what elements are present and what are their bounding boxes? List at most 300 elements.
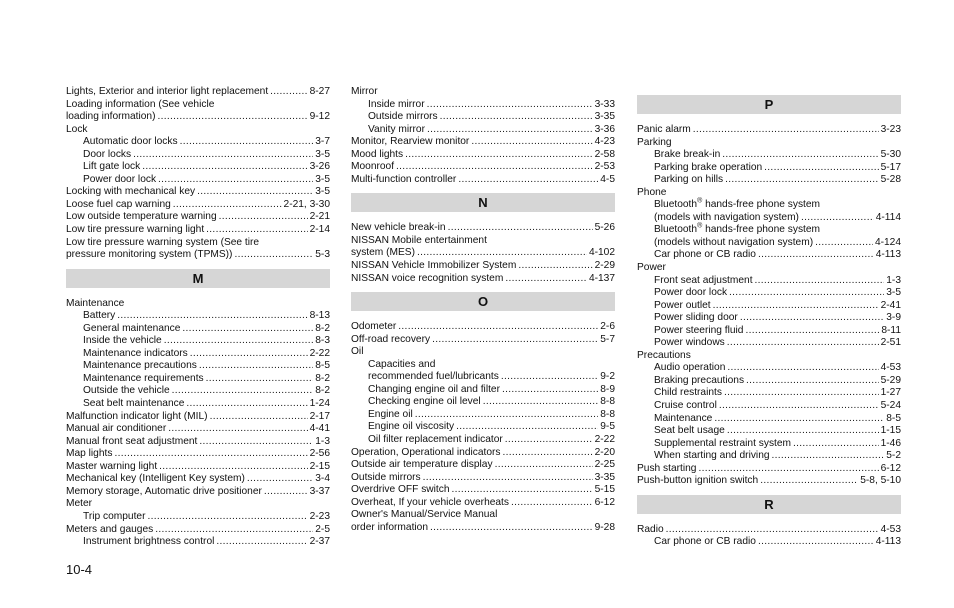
dot-leader xyxy=(398,321,598,334)
dot-leader xyxy=(714,413,884,426)
entry-text: Power sliding door xyxy=(654,312,738,324)
dot-leader xyxy=(740,312,884,325)
entry-text: loading information) xyxy=(66,111,156,123)
entry-text: Vanity mirror xyxy=(368,123,425,135)
entry-page-ref: 5-8, 5-10 xyxy=(860,475,901,487)
dot-leader xyxy=(190,348,308,361)
dot-leader xyxy=(158,174,313,187)
dot-leader xyxy=(448,222,593,235)
entry-page-ref: 9-28 xyxy=(594,521,615,533)
dot-leader xyxy=(142,161,307,174)
index-entry xyxy=(66,323,330,336)
index-entry xyxy=(637,287,901,300)
index-heading: Power xyxy=(637,262,666,274)
index-entry xyxy=(351,111,615,124)
entry-text: Power outlet xyxy=(654,299,711,311)
index-entry xyxy=(351,99,615,112)
entry-page-ref: 2-6 xyxy=(600,321,615,333)
entry-text: Outside air temperature display xyxy=(351,459,493,471)
index-entry xyxy=(637,387,901,400)
index-entry xyxy=(66,249,330,262)
dot-leader xyxy=(270,86,307,99)
index-heading: Lock xyxy=(66,123,88,135)
index-entry xyxy=(66,511,330,524)
index-entry xyxy=(351,409,615,422)
index-entry xyxy=(637,149,901,162)
entry-text: Manual front seat adjustment xyxy=(66,435,198,447)
entry-page-ref: 1-15 xyxy=(880,425,901,437)
dot-leader xyxy=(501,371,598,384)
dot-leader xyxy=(133,149,313,162)
dot-leader xyxy=(206,373,314,386)
index-entry xyxy=(637,375,901,388)
entry-text: Maintenance indicators xyxy=(83,347,188,359)
dot-leader xyxy=(729,287,884,300)
index-entry xyxy=(66,149,330,162)
dot-leader xyxy=(793,438,879,451)
dot-leader xyxy=(197,186,313,199)
index-entry xyxy=(351,434,615,447)
entry-page-ref: 4-114 xyxy=(875,211,901,223)
entry-text: Mood lights xyxy=(351,148,404,160)
dot-leader xyxy=(415,409,599,422)
entry-page-ref: 9-5 xyxy=(600,421,615,433)
index-entry xyxy=(66,373,330,386)
entry-text: When starting and driving xyxy=(654,450,770,462)
entry-text: Mechanical key (Intelligent Key system) xyxy=(66,473,245,485)
entry-text: Monitor, Rearview monitor xyxy=(351,136,470,148)
dot-leader xyxy=(518,260,592,273)
entry-page-ref: 4-41 xyxy=(309,423,330,435)
entry-text: Trip computer xyxy=(83,510,146,522)
index-heading: Oil xyxy=(351,346,364,358)
index-entry xyxy=(637,524,901,537)
index-entry xyxy=(66,411,330,424)
dot-leader xyxy=(427,99,593,112)
entry-text: Power door lock xyxy=(83,173,157,185)
entry-page-ref: 6-12 xyxy=(594,496,615,508)
entry-page-ref: 3-37 xyxy=(309,485,330,497)
dot-leader xyxy=(440,111,593,124)
entry-text: Power door lock xyxy=(654,287,728,299)
entry-page-ref: 5-29 xyxy=(880,374,901,386)
dot-leader xyxy=(746,375,879,388)
entry-text: Master warning light xyxy=(66,460,158,472)
index-entry xyxy=(66,111,330,124)
entry-text: Changing engine oil and filter xyxy=(368,383,500,395)
entry-text: (models with navigation system) xyxy=(654,211,799,223)
entry-text: New vehicle break-in xyxy=(351,222,446,234)
index-heading: Low tire pressure warning system (See tire xyxy=(66,236,260,248)
index-entry xyxy=(637,124,901,137)
entry-text: Outside the vehicle xyxy=(83,385,170,397)
entry-page-ref: 2-23 xyxy=(309,510,330,522)
entry-text: Panic alarm xyxy=(637,124,691,135)
entry-text: Overheat, If your vehicle overheats xyxy=(351,496,509,508)
entry-page-ref: 5-7 xyxy=(600,333,615,345)
entry-page-ref: 4-137 xyxy=(588,272,615,284)
entry-page-ref: 3-4 xyxy=(315,473,330,485)
entry-page-ref: 8-5 xyxy=(886,412,901,424)
entry-page-ref: 3-36 xyxy=(594,123,615,135)
index-entry xyxy=(351,321,615,334)
index-entry xyxy=(637,337,901,350)
entry-page-ref: 4-53 xyxy=(880,523,901,535)
dot-leader xyxy=(722,149,878,162)
entry-text: Power windows xyxy=(654,337,725,349)
index-entry xyxy=(637,400,901,413)
entry-text: Overdrive OFF switch xyxy=(351,484,450,496)
index-entry xyxy=(351,371,615,384)
dot-leader xyxy=(432,334,598,347)
entry-text: Car phone or CB radio xyxy=(654,536,756,548)
index-heading: Phone xyxy=(637,186,667,198)
index-entry xyxy=(637,475,901,488)
index-entry xyxy=(637,249,901,262)
entry-page-ref: 1-24 xyxy=(309,398,330,410)
index-entry xyxy=(66,348,330,361)
dot-leader xyxy=(199,360,313,373)
dot-leader xyxy=(234,249,313,262)
dot-leader xyxy=(117,310,307,323)
page-number: 10-4 xyxy=(66,562,93,577)
entry-page-ref: 2-37 xyxy=(309,536,330,548)
dot-leader xyxy=(456,421,598,434)
entry-page-ref: 5-24 xyxy=(880,400,901,412)
index-entry xyxy=(637,174,901,187)
entry-page-ref: 2-5 xyxy=(315,523,330,535)
entry-text: Inside mirror xyxy=(368,98,425,110)
dot-leader xyxy=(199,436,313,449)
entry-text: Loose fuel cap warning xyxy=(66,198,171,210)
entry-page-ref: 2-21, 3-30 xyxy=(283,198,330,210)
dot-leader xyxy=(157,111,307,124)
entry-text: Seat belt usage xyxy=(654,425,725,437)
dot-leader xyxy=(186,398,307,411)
index-entry xyxy=(351,222,615,235)
index-entry xyxy=(637,362,901,375)
entry-text: Engine oil xyxy=(368,408,413,420)
index-column-1 xyxy=(66,86,330,549)
dot-leader xyxy=(458,174,598,187)
dot-leader xyxy=(247,473,313,486)
index-entry xyxy=(66,211,330,224)
dot-leader xyxy=(758,249,874,262)
dot-leader xyxy=(815,237,873,250)
dot-leader xyxy=(503,447,593,460)
dot-leader xyxy=(219,211,308,224)
entry-page-ref: 1-3 xyxy=(886,274,901,286)
entry-text: Supplemental restraint system xyxy=(654,437,792,449)
entry-text: NISSAN voice recognition system xyxy=(351,272,504,284)
dot-leader xyxy=(216,536,307,549)
index-entry xyxy=(637,425,901,438)
dot-leader xyxy=(727,337,879,350)
index-heading: Loading information (See vehicle xyxy=(66,98,215,110)
index-heading: Precautions xyxy=(637,349,691,361)
index-heading: Meter xyxy=(66,498,93,510)
index-entry xyxy=(637,162,901,175)
index-heading: Bluetooth® hands-free phone system xyxy=(654,197,821,211)
index-heading: Maintenance xyxy=(66,297,125,309)
entry-page-ref: 4-23 xyxy=(594,136,615,148)
entry-page-ref: 8-13 xyxy=(309,310,330,322)
entry-page-ref: 5-3 xyxy=(315,249,330,261)
entry-text: Radio xyxy=(637,523,664,535)
entry-page-ref: 2-58 xyxy=(594,148,615,160)
index-entry xyxy=(637,438,901,451)
entry-page-ref: 3-5 xyxy=(886,287,901,299)
index-entry xyxy=(351,161,615,174)
entry-text: Cruise control xyxy=(654,400,717,412)
dot-leader xyxy=(495,459,593,472)
index-heading: Capacities and xyxy=(368,358,436,370)
entry-page-ref: 3-35 xyxy=(594,471,615,483)
index-entry xyxy=(351,522,615,535)
entry-page-ref: 9-2 xyxy=(600,371,615,383)
dot-leader xyxy=(164,335,314,348)
index-entry xyxy=(351,396,615,409)
entry-page-ref: 2-21 xyxy=(309,211,330,223)
entry-text: Oil filter replacement indicator xyxy=(368,434,503,446)
index-entry xyxy=(637,463,901,476)
entry-text: General maintenance xyxy=(83,322,181,334)
entry-page-ref: 2-15 xyxy=(309,460,330,472)
entry-text: Map lights xyxy=(66,448,113,460)
dot-leader xyxy=(719,400,879,413)
index-entry xyxy=(66,186,330,199)
index-heading: NISSAN Mobile entertainment xyxy=(351,234,487,246)
entry-page-ref: 2-51 xyxy=(880,337,901,349)
entry-page-ref: 5-2 xyxy=(886,450,901,462)
entry-page-ref: 4-113 xyxy=(875,249,901,261)
index-entry xyxy=(637,237,901,250)
entry-text: Braking precautions xyxy=(654,374,745,386)
entry-text: Outside mirrors xyxy=(351,471,421,483)
entry-page-ref: 2-25 xyxy=(594,459,615,471)
index-entry xyxy=(66,436,330,449)
entry-page-ref: 2-20 xyxy=(594,446,615,458)
entry-page-ref: 4-5 xyxy=(600,173,615,185)
dot-leader xyxy=(417,247,587,260)
index-entry xyxy=(637,413,901,426)
entry-text: Inside the vehicle xyxy=(83,335,162,347)
entry-text: Meters and gauges xyxy=(66,523,154,535)
index-entry xyxy=(351,174,615,187)
index-entry xyxy=(66,461,330,474)
dot-leader xyxy=(172,385,314,398)
index-entry xyxy=(637,450,901,463)
index-entry xyxy=(351,384,615,397)
entry-page-ref: 3-9 xyxy=(886,312,901,324)
dot-leader xyxy=(755,275,885,288)
index-entry xyxy=(351,472,615,485)
section-header-r: R xyxy=(637,495,901,514)
index-entry xyxy=(351,421,615,434)
index-entry xyxy=(351,124,615,137)
entry-page-ref: 4-102 xyxy=(588,247,615,259)
entry-text: (models without navigation system) xyxy=(654,236,814,248)
entry-text: Instrument brightness control xyxy=(83,536,215,548)
index-heading: Mirror xyxy=(351,86,378,97)
index-entry xyxy=(351,136,615,149)
entry-page-ref: 3-5 xyxy=(315,186,330,198)
entry-page-ref: 2-53 xyxy=(594,161,615,173)
entry-text: Engine oil viscosity xyxy=(368,421,455,433)
dot-leader xyxy=(471,136,592,149)
dot-leader xyxy=(206,224,307,237)
index-entry xyxy=(351,149,615,162)
entry-text: Car phone or CB radio xyxy=(654,249,756,261)
entry-text: Off-road recovery xyxy=(351,333,431,345)
index-heading: Parking xyxy=(637,136,672,148)
entry-page-ref: 3-7 xyxy=(315,136,330,148)
entry-text: Power steering fluid xyxy=(654,324,744,336)
dot-leader xyxy=(801,212,874,225)
entry-text: Lift gate lock xyxy=(83,161,141,173)
entry-text: Malfunction indicator light (MIL) xyxy=(66,410,208,422)
entry-text: Multi-function controller xyxy=(351,173,457,185)
entry-page-ref: 8-2 xyxy=(315,372,330,384)
index-entry xyxy=(351,260,615,273)
entry-text: recommended fuel/lubricants xyxy=(368,371,499,383)
entry-text: Outside mirrors xyxy=(368,111,438,123)
entry-text: Parking brake operation xyxy=(654,161,763,173)
dot-leader xyxy=(698,463,878,476)
entry-text: pressure monitoring system (TPMS)) xyxy=(66,249,233,261)
index-entry xyxy=(66,486,330,499)
entry-text: Maintenance requirements xyxy=(83,372,204,384)
dot-leader xyxy=(483,396,599,409)
dot-leader xyxy=(396,161,593,174)
index-entry xyxy=(351,484,615,497)
dot-leader xyxy=(182,323,313,336)
entry-page-ref: 1-3 xyxy=(315,435,330,447)
entry-text: Automatic door locks xyxy=(83,136,178,148)
dot-leader xyxy=(168,423,307,436)
dot-leader xyxy=(430,522,593,535)
entry-page-ref: 5-28 xyxy=(880,174,901,186)
entry-text: Low tire pressure warning light xyxy=(66,224,205,236)
index-heading: Owner's Manual/Service Manual xyxy=(351,509,498,521)
entry-page-ref: 2-29 xyxy=(594,260,615,272)
entry-page-ref: 3-26 xyxy=(309,161,330,173)
entry-page-ref: 6-12 xyxy=(880,462,901,474)
entry-text: Push starting xyxy=(637,462,697,474)
index-entry xyxy=(637,212,901,225)
entry-page-ref: 8-8 xyxy=(600,396,615,408)
entry-page-ref: 8-9 xyxy=(600,383,615,395)
section-header-m: M xyxy=(66,269,330,288)
entry-text: Locking with mechanical key xyxy=(66,186,196,198)
index-entry xyxy=(66,161,330,174)
entry-text: Front seat adjustment xyxy=(654,274,753,286)
entry-page-ref: 2-14 xyxy=(309,224,330,236)
entry-page-ref: 5-17 xyxy=(880,161,901,173)
entry-text: order information xyxy=(351,521,429,533)
index-entry xyxy=(351,273,615,286)
entry-text: Parking on hills xyxy=(654,174,724,186)
dot-leader xyxy=(725,174,879,187)
index-entry xyxy=(66,86,330,99)
dot-leader xyxy=(758,536,874,549)
entry-page-ref: 2-56 xyxy=(309,448,330,460)
entry-text: Door locks xyxy=(83,148,132,160)
index-entry xyxy=(351,459,615,472)
section-header-o: O xyxy=(351,292,615,311)
entry-text: Child restraints xyxy=(654,387,722,399)
entry-page-ref: 9-12 xyxy=(309,111,330,123)
entry-page-ref: 2-17 xyxy=(309,410,330,422)
entry-text: Push-button ignition switch xyxy=(637,475,759,487)
index-column-2 xyxy=(351,86,615,534)
dot-leader xyxy=(405,149,593,162)
entry-page-ref: 3-5 xyxy=(315,173,330,185)
dot-leader xyxy=(666,524,879,537)
dot-leader xyxy=(502,384,598,397)
index-entry xyxy=(66,224,330,237)
dot-leader xyxy=(427,124,593,137)
entry-page-ref: 5-26 xyxy=(594,222,615,234)
index-entry xyxy=(351,447,615,460)
index-entry xyxy=(66,524,330,537)
dot-leader xyxy=(713,300,879,313)
dot-leader xyxy=(727,362,878,375)
entry-text: NISSAN Vehicle Immobilizer System xyxy=(351,260,517,272)
index-column-3 xyxy=(637,88,901,549)
dot-leader xyxy=(423,472,593,485)
index-entry xyxy=(66,536,330,549)
index-heading: Bluetooth® hands-free phone system xyxy=(654,222,821,236)
dot-leader xyxy=(764,162,878,175)
index-entry xyxy=(66,199,330,212)
entry-page-ref: 8-8 xyxy=(600,408,615,420)
dot-leader xyxy=(505,273,587,286)
dot-leader xyxy=(511,497,593,510)
entry-text: Odometer xyxy=(351,321,397,333)
dot-leader xyxy=(745,325,879,338)
index-entry xyxy=(637,312,901,325)
index-entry xyxy=(66,136,330,149)
dot-leader xyxy=(180,136,314,149)
index-entry xyxy=(66,174,330,187)
entry-page-ref: 4-124 xyxy=(874,236,901,248)
index-entry xyxy=(66,335,330,348)
entry-page-ref: 8-2 xyxy=(315,322,330,334)
dot-leader xyxy=(159,461,307,474)
index-entry xyxy=(66,310,330,323)
entry-page-ref: 4-113 xyxy=(875,536,901,548)
entry-text: Operation, Operational indicators xyxy=(351,446,501,458)
dot-leader xyxy=(760,475,858,488)
entry-text: Low outside temperature warning xyxy=(66,211,217,223)
entry-page-ref: 8-11 xyxy=(881,324,901,336)
entry-page-ref: 3-33 xyxy=(594,98,615,110)
dot-leader xyxy=(147,511,307,524)
dot-leader xyxy=(693,124,879,137)
entry-page-ref: 3-5 xyxy=(315,148,330,160)
index-entry xyxy=(351,497,615,510)
dot-leader xyxy=(727,425,879,438)
dot-leader xyxy=(264,486,308,499)
entry-text: Checking engine oil level xyxy=(368,396,481,408)
entry-page-ref: 1-27 xyxy=(880,387,901,399)
entry-page-ref: 2-41 xyxy=(880,299,901,311)
index-entry xyxy=(637,300,901,313)
dot-leader xyxy=(114,448,307,461)
entry-text: Maintenance xyxy=(654,412,713,424)
entry-text: Audio operation xyxy=(654,362,726,374)
